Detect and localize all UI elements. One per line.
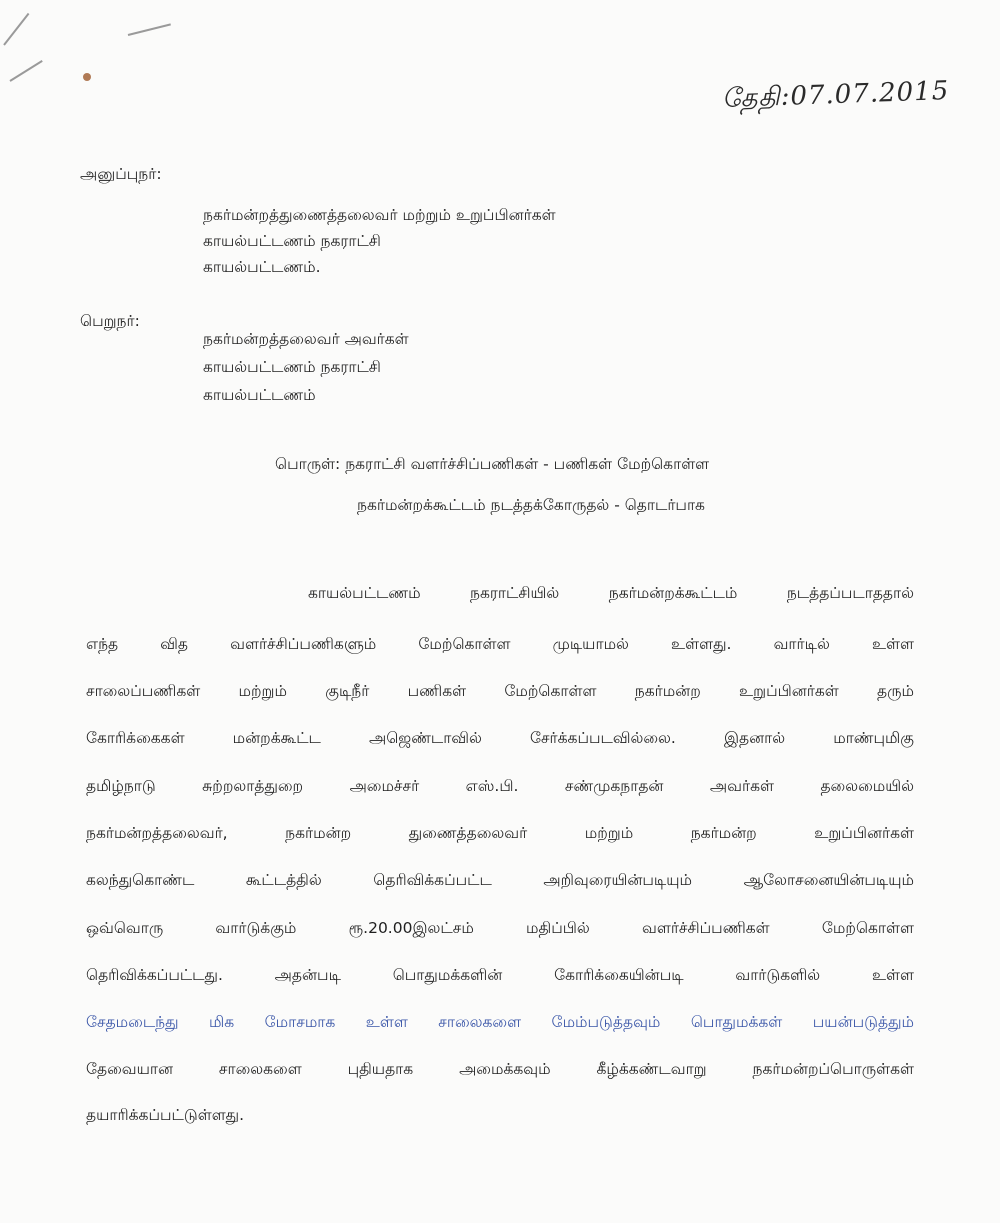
recipient-line: காயல்பட்டணம் நகராட்சி bbox=[203, 358, 381, 376]
recipient-line: காயல்பட்டணம் bbox=[203, 386, 316, 404]
sender-label: அனுப்புநர்: bbox=[80, 165, 162, 183]
body-line: காயல்பட்டணம் நகராட்சியில் நகர்மன்றக்கூட்டம் நடத்தப்படாததால் bbox=[308, 584, 914, 602]
body-line: தமிழ்நாடு சுற்றலாத்துறை அமைச்சர் எஸ்.பி. சண்முகநாதன் அவர்கள் தலைமையில் bbox=[86, 777, 914, 795]
staple-dot bbox=[83, 73, 91, 81]
staple-mark bbox=[128, 23, 171, 36]
body-line: நகர்மன்றத்தலைவர், நகர்மன்ற துணைத்தலைவர் மற்றும் நகர்மன்ற உறுப்பினர்கள் bbox=[86, 824, 914, 842]
body-line: கலந்துகொண்ட கூட்டத்தில் தெரிவிக்கப்பட்ட அறிவுரையின்படியும் ஆலோசனையின்படியும் bbox=[86, 871, 914, 889]
body-line: சாலைப்பணிகள் மற்றும் குடிநீர் பணிகள் மேற்கொள்ள நகர்மன்ற உறுப்பினர்கள் தரும் bbox=[86, 682, 914, 700]
body-line: தேவையான சாலைகளை புதியதாக அமைக்கவும் கீழ்க்கண்டவாறு நகர்மன்றப்பொருள்கள் bbox=[86, 1060, 914, 1078]
staple-mark bbox=[3, 13, 29, 46]
recipient-line: நகர்மன்றத்தலைவர் அவர்கள் bbox=[203, 330, 409, 348]
sender-line: காயல்பட்டணம் நகராட்சி bbox=[203, 232, 381, 250]
subject-line-1: பொருள்: நகராட்சி வளர்ச்சிப்பணிகள் - பணிகள் மேற்கொள்ள bbox=[275, 455, 710, 473]
recipient-label: பெறுநர்: bbox=[80, 312, 140, 330]
sender-line: நகர்மன்றத்துணைத்தலைவர் மற்றும் உறுப்பினர்கள் bbox=[203, 206, 556, 224]
handwritten-date: தேதி:07.07.2015 bbox=[721, 76, 950, 114]
body-line: தெரிவிக்கப்பட்டது. அதன்படி பொதுமக்களின் கோரிக்கையின்படி வார்டுகளில் உள்ள bbox=[86, 966, 914, 984]
body-line: ஒவ்வொரு வார்டுக்கும் ரூ.20.00இலட்சம் மதிப்பில் வளர்ச்சிப்பணிகள் மேற்கொள்ள bbox=[86, 919, 914, 937]
body-line: தயாரிக்கப்பட்டுள்ளது. bbox=[86, 1106, 245, 1124]
sender-line: காயல்பட்டணம். bbox=[203, 258, 321, 276]
body-line: கோரிக்கைகள் மன்றக்கூட்ட அஜெண்டாவில் சேர்க்கப்படவில்லை. இதனால் மாண்புமிகு bbox=[86, 729, 914, 747]
staple-mark bbox=[9, 60, 42, 82]
subject-line-2: நகர்மன்றக்கூட்டம் நடத்தக்கோருதல் - தொடர்பாக bbox=[357, 496, 705, 514]
body-line: சேதமடைந்து மிக மோசமாக உள்ள சாலைகளை மேம்படுத்தவும் பொதுமக்கள் பயன்படுத்தும் bbox=[86, 1013, 914, 1031]
body-line: எந்த வித வளர்ச்சிப்பணிகளும் மேற்கொள்ள முடியாமல் உள்ளது. வார்டில் உள்ள bbox=[86, 635, 914, 653]
